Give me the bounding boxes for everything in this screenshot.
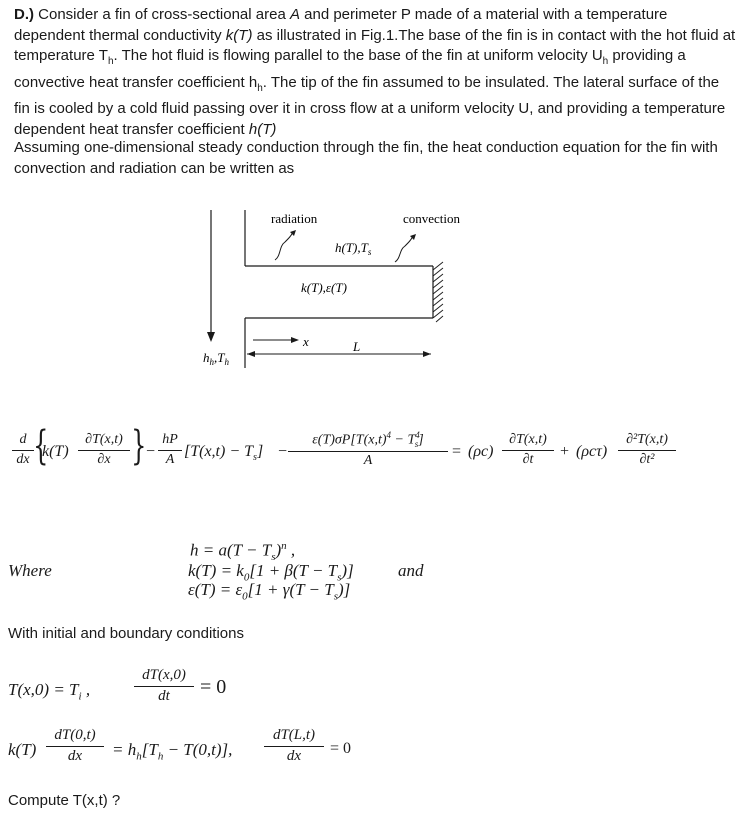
initial-condition-2-frac: $\frac{dT(x,0)}{dt}$	[134, 667, 194, 705]
radiation-arrow	[275, 232, 293, 260]
bc2-eq: = 0	[330, 740, 352, 757]
d-dx: $\frac{d}{dx}$	[12, 432, 34, 468]
convection-arrow	[395, 236, 413, 262]
h-ts-label: $h(T),T_s$	[335, 240, 372, 257]
dT-dx: $\frac{\partial T(x,t)}{\partial x}$	[78, 432, 130, 468]
eps-definition: $\varepsilon(T) = \varepsilon_0[1 + \gamma(T - T_s)]$	[188, 580, 351, 603]
var-heat-coeff: h(T)	[248, 120, 277, 138]
where-label: Where	[8, 561, 52, 580]
convection-label: convection	[403, 211, 461, 226]
h-definition: $h = a(T - T_s)^n$ ,	[190, 540, 296, 564]
bc1-frac: $\frac{dT(0,t)}{dx}$	[46, 727, 104, 765]
d2T-dt2: $\frac{\text{∂²T(x,t)}}{\text{∂t²}}$	[618, 432, 676, 468]
and-label: and	[398, 561, 424, 580]
dT-dt: $\frac{\partial T(x,t)}{\partial t}$	[502, 432, 554, 468]
k-definition: $k(T) = k_0[1 + \beta(T - T_s)]$	[188, 561, 354, 584]
problem-statement: D.) Consider a fin of cross-sectional area A and perimeter P made of a material with a temperature dependent thermal conductivity k(T) as illustrated in Fig.1.The base of the fin is in contact with the hot fluid at temperature $T_h$. The hot fluid is flowing parallel to the base of the fin at uniform velocity $U_h$ providing a convective heat transfer coefficient $h_h$. The tip of the fin assumed to be insulated. The lateral surface of the fin is cooled by a cold fluid passing over it in cross flow at a uniform velocity U, and providing a temperature dependent heat transfer coefficient h(T)	[14, 6, 736, 138]
hh-th-label: $h_h,T_h$	[203, 350, 229, 367]
var-area: A	[289, 6, 300, 23]
question-text: Compute T(x,t) ?	[8, 792, 121, 809]
initial-condition-2-eq: = 0	[200, 676, 227, 698]
k-eps-label: k(T),ε(T)	[301, 280, 347, 295]
x-label: x	[303, 334, 309, 349]
length-label: L	[353, 339, 361, 354]
fin-figure	[195, 198, 485, 378]
convection-term: $[T(x,t) - T_s]$	[184, 443, 264, 464]
var-conductivity: k(T)	[225, 26, 253, 44]
assumption-text: Assuming one-dimensional steady conduction through the fin, the heat conduction equation for the fin with convection and radiation can be written as	[14, 139, 718, 177]
radiation-label: radiation	[271, 211, 318, 226]
insulation-hatch	[433, 262, 443, 322]
problem-label: D.)	[14, 6, 34, 23]
open-brace: {	[33, 423, 49, 469]
close-brace: }	[131, 423, 147, 469]
hP-over-A: $\frac{hP}{A}$	[158, 432, 182, 468]
bc1-rhs: = $h_h[T_h - T(0,t)]$,	[112, 740, 233, 763]
initial-condition-1: $T(x,0) = T_i$ ,	[8, 680, 91, 703]
bc2-frac: $\frac{dT(L,t)}{dx}$	[264, 727, 324, 765]
radiation-term: $\frac{\varepsilon(T)\sigma P[T(x,t)^4 - T^4_s]}{A}$	[288, 430, 448, 469]
bc1-k: k(T)	[8, 740, 37, 759]
conditions-heading: With initial and boundary conditions	[8, 625, 244, 642]
